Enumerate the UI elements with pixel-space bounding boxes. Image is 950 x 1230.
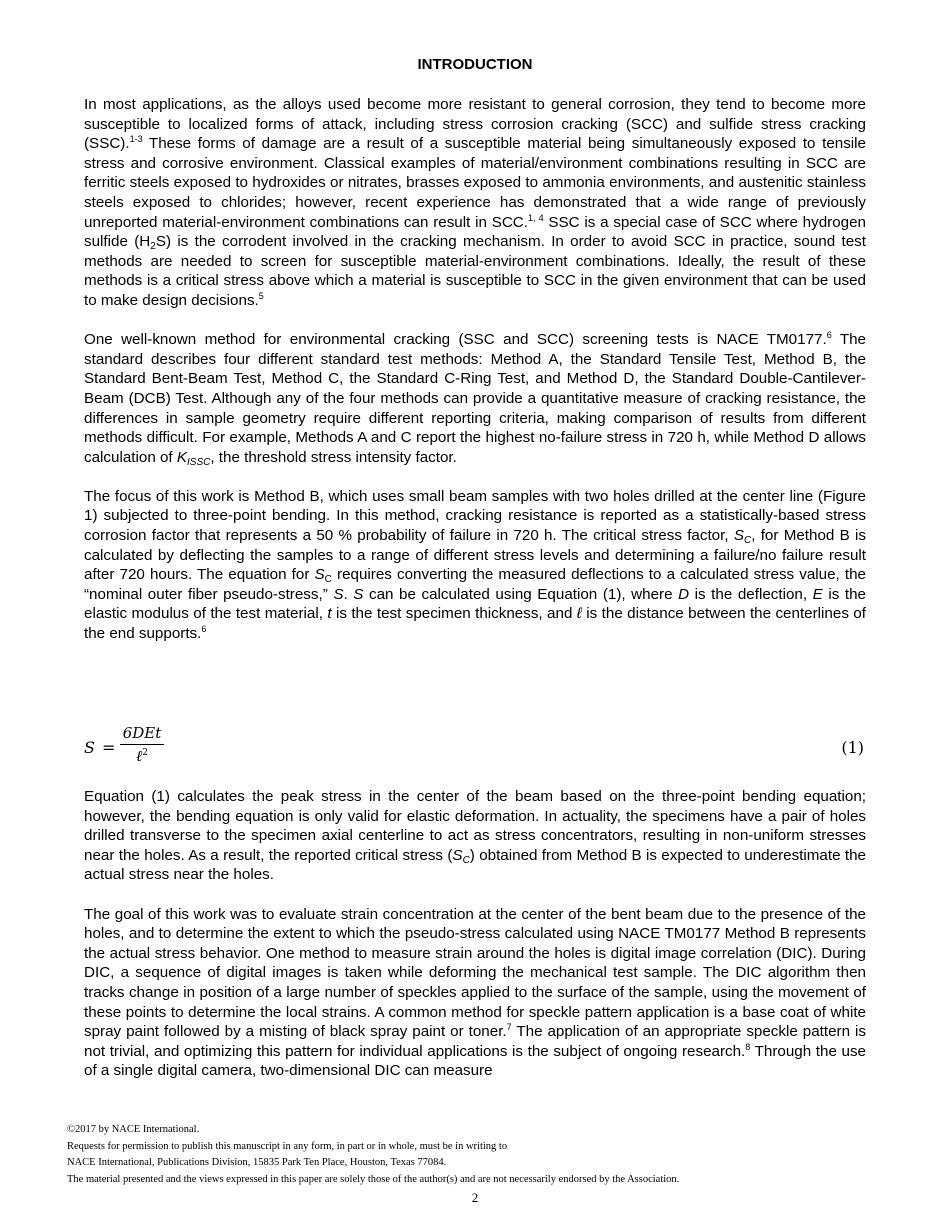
citation-ref: 7 — [506, 1022, 512, 1033]
p5-text-a: The goal of this work was to evaluate strain concentration at the center of the bent beam due to the presence of the holes, and to determine the extent to which the pseudo-stress calculated using NACE TM0177 Method B represents the actual stress behavior. One method to measure strain around the holes is digital image correlation (DIC). During DIC, a sequence of digital images is taken while deforming the mechanical test sample. The DIC algorithm then tracks change in position of a large number of speckles applied to the surface of the sample, using the movement of these points to determine the local strains. A common method for speckle pattern application is a base coat of white spray paint followed by a misting of black spray paint or toner. — [84, 905, 866, 1041]
variable-s: S — [333, 585, 344, 603]
citation-ref: 1-3 — [129, 134, 143, 145]
citation-ref: 1, 4 — [528, 212, 544, 223]
equation-number: (1) — [841, 738, 864, 757]
paragraph-3 — [84, 487, 866, 644]
footer-copyright: ©2017 by NACE International. — [67, 1124, 200, 1135]
variable-s: S — [733, 527, 744, 545]
equation-denominator — [120, 745, 164, 766]
p5-text-b: The application of an appropriate speckle pattern is not trivial, and optimizing this pattern for individual applications is the subject of ongoing research. — [84, 1023, 866, 1060]
p4-text-b: ) obtained from Method B is expected to underestimate the actual stress near the holes. — [84, 846, 866, 884]
p3-text-d: . — [343, 585, 354, 603]
subscript-c: C — [743, 535, 752, 547]
citation-ref: 6 — [201, 624, 207, 635]
p3-text-f: is the deflection, — [689, 585, 813, 603]
p3-text-b: , for Method B is calculated by deflecting the samples to a range of different stress levels and determining a failure/no failure result after 720 hours. The equation for — [84, 527, 866, 584]
paragraph-4 — [84, 787, 866, 885]
footer-disclaimer: The material presented and the views expressed in this paper are solely those of the author(s) and are not necessarily endorsed by the Association. — [67, 1173, 680, 1185]
citation-ref: 5 — [258, 290, 264, 301]
denominator-variable: ℓ — [136, 747, 143, 765]
p1-text-b: These forms of damage are a result of a susceptible material being simultaneously exposed to tensile stress and corrosive environment. Classical examples of material/environment combinations resulting in SCC are ferritic steels exposed to hydroxides or nitrates, brasses exposed to ammonia environments, and austenitic stainless steels exposed to chlorides; however, recent experience has demonstrated that a wide range of previously unreported material-environment combinations can result in SCC. — [84, 135, 866, 231]
p1-text-a: In most applications, as the alloys used become more resistant to general corrosion, they tend to become more susceptible to localized forms of attack, including stress corrosion cracking (SCC) and sulfide stress cracking (SSC). — [84, 96, 866, 153]
variable-s: S — [353, 585, 364, 603]
p2-text-b: The standard describes four different standard test methods: Method A, the Standard Tensile Test, Method B, the Standard Bent-Beam Test, Method C, the Standard C-Ring Test, and Method D, the Standard Double-Cantilever-Beam (DCB) Test. Although any of the four methods can provide a quantitative measure of cracking resistance, the differences in sample geometry require different reporting criteria, making comparison of results from different methods difficult. For example, Methods A and C report the highest no-failure stress in 720 h, while Method D allows calculation of — [84, 331, 866, 466]
p1-text-c: SSC is a special case of SCC where hydrogen sulfide (H — [84, 213, 866, 251]
variable-d: D — [678, 585, 690, 603]
citation-ref: 6 — [826, 330, 832, 341]
p3-text-i: is the distance between the centerlines of the end supports. — [84, 605, 866, 643]
p2-text-c: , the threshold stress intensity factor. — [210, 448, 457, 466]
equation-equals: = — [102, 738, 116, 757]
p3-text-e: can be calculated using Equation (1), where — [363, 585, 679, 603]
footer-permission: Requests for permission to publish this manuscript in any form, in part or in whole, must be in writing to — [67, 1140, 508, 1152]
subscript-issc: ISSC — [187, 456, 211, 468]
footer — [67, 1122, 679, 1188]
p2-text-a: One well-known method for environmental cracking (SSC and SCC) screening tests is NACE TM0177. — [84, 331, 827, 349]
p3-text-c: requires converting the measured deflections to a calculated stress value, the “nominal outer fiber pseudo-stress,” — [84, 566, 867, 603]
page-number: 2 — [471, 1190, 479, 1205]
body-upper — [84, 95, 866, 663]
variable-s: S — [452, 846, 463, 864]
paragraph-5 — [84, 905, 866, 1081]
variable-t: t — [327, 605, 332, 623]
p3-text-g: is the elastic modulus of the test material, — [84, 585, 866, 623]
equation-numerator: 6DEt — [120, 724, 164, 745]
footer-address: NACE International, Publications Division, 15835 Park Ten Place, Houston, Texas 77084. — [67, 1157, 447, 1168]
subscript-c: C — [324, 574, 332, 586]
subscript: 2 — [150, 241, 156, 253]
subscript-c: C — [462, 854, 470, 866]
citation-ref: 8 — [745, 1041, 751, 1052]
variable-e: E — [812, 585, 823, 603]
paragraph-2 — [84, 330, 866, 467]
variable-l: ℓ — [576, 605, 582, 623]
p5-text-c: Through the use of a single digital camera, two-dimensional DIC can measure — [84, 1042, 866, 1080]
p1-text-d: S) is the corrodent involved in the cracking mechanism. In order to avoid SCC in practice, sound test methods are needed to screen for susceptible material-environment combinations. Ideally, the result of these methods is a critical stress above which a material is susceptible to SCC in the given environment that can be used to make design decisions. — [84, 233, 866, 309]
variable-s: S — [314, 566, 325, 584]
equation-lhs: S — [84, 738, 95, 757]
p3-text-h: is the test specimen thickness, and — [331, 605, 577, 623]
equation-fraction — [120, 724, 164, 766]
section-heading: INTRODUCTION — [417, 56, 533, 73]
paragraph-1 — [84, 95, 866, 311]
p4-text-a: Equation (1) calculates the peak stress in the center of the beam based on the three-point bending equation; however, the bending equation is only valid for elastic deformation. In actuality, the specimens have a pair of holes drilled transverse to the specimen axial centerline to act as stress concentrators, resulting in non-uniform stresses near the holes. As a result, the reported critical stress ( — [84, 788, 866, 864]
denominator-exponent: 2 — [142, 748, 148, 758]
equation-1 — [84, 724, 866, 776]
variable-k: K — [176, 448, 188, 466]
body-lower — [84, 787, 866, 1101]
p3-text-a: The focus of this work is Method B, which uses small beam samples with two holes drilled at the center line (Figure 1) subjected to three-point bending. In this method, cracking resistance is reported as a statistically-based stress corrosion factor that represents a 50 % probability of failure in 720 h. The critical stress factor, — [84, 487, 866, 545]
